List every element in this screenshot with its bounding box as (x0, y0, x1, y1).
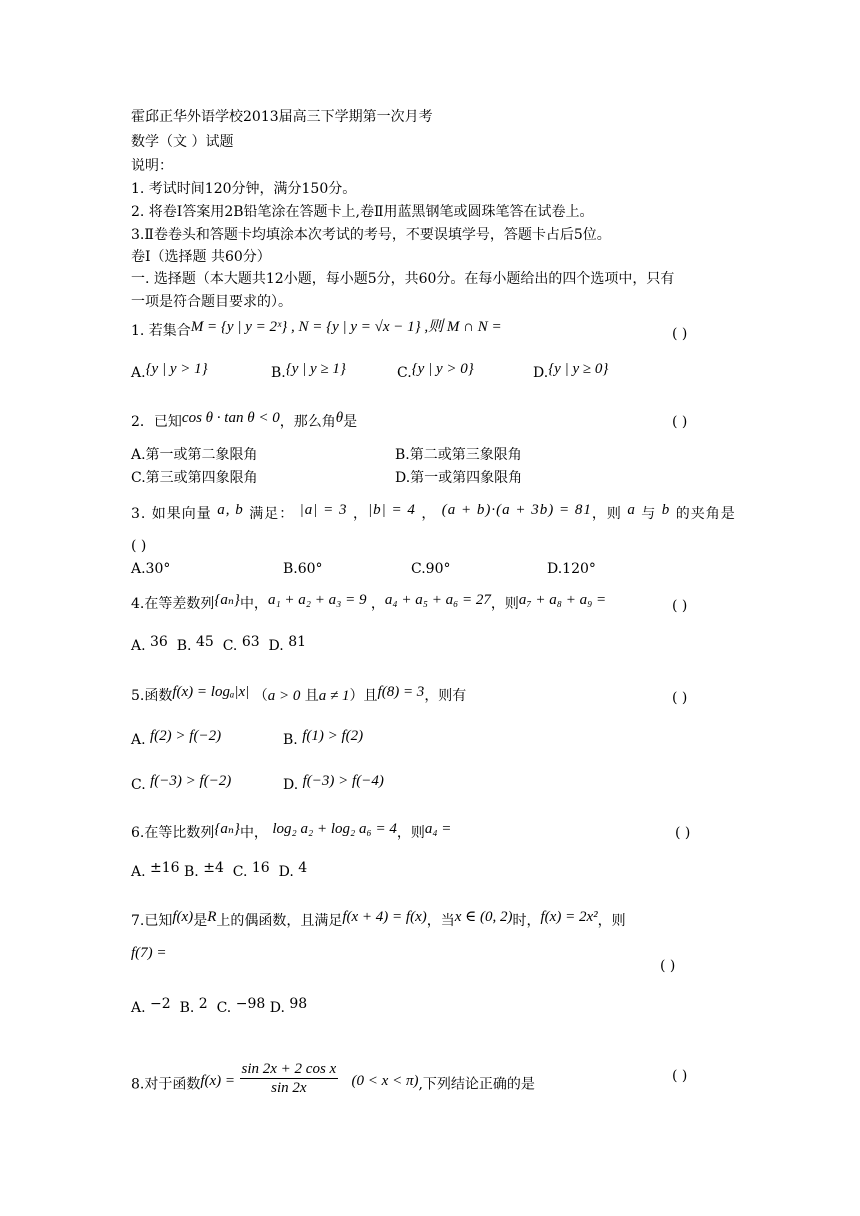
school-title: 霍邱正华外语学校2013届高三下学期第一次月考 (131, 109, 433, 125)
subject-title: 数学（文 ）试题 (131, 134, 234, 150)
question-7-line1: 7.已知f(x)是R上的偶函数，且满足f(x + 4) = f(x)，当x ∈ (0, 2)时，f(x) = 2x²，则 (131, 909, 626, 929)
q3-answer-paren: ( ) (131, 538, 147, 554)
q3-option-d: D.120° (547, 561, 596, 577)
q6-answer-paren: ( ) (675, 825, 691, 841)
q8-answer-paren: ( ) (672, 1068, 688, 1084)
q5-option-c: C. f(−3) > f(−2) (131, 773, 232, 793)
q3-vectors: a, b (217, 502, 244, 518)
q1-prefix: 1. 若集合 (131, 323, 191, 339)
part-title: 卷Ⅰ（选择题 共60分） (131, 249, 271, 265)
q7-options: A. −2 B. 2 C. −98 D. 98 (131, 996, 308, 1016)
q5-option-a: A. f(2) > f(−2) (131, 728, 222, 748)
q3-option-b: B.60° (283, 561, 323, 577)
question-5: 5.函数f(x) = logₐ|x| （a > 0 且a ≠ 1）且f(8) = 3，则有 (131, 684, 467, 704)
q2-answer-paren: ( ) (672, 414, 688, 430)
q1-option-c: C.{y | y > 0} (397, 361, 474, 381)
section-instructions-line1: 一. 选择题（本大题共12小题，每小题5分，共60分。在每小题给出的四个选项中，只有 (131, 271, 675, 287)
question-3: 3. 如果向量 a, b 满足： |a| = 3 ，|b| = 4 ， (a + b)·(a + 3b) = 81，则 a 与 b 的夹角是 (131, 502, 736, 522)
q4-options: A. 36 B. 45 C. 63 D. 81 (131, 634, 307, 654)
q1-option-d: D.{y | y ≥ 0} (533, 361, 609, 381)
question-1 (131, 319, 502, 340)
q5-option-b: B. f(1) > f(2) (283, 728, 364, 748)
q6-options: A. ±16 B. ±4 C. 16 D. 4 (131, 860, 308, 880)
q2-option-b: B.第二或第三象限角 (395, 447, 522, 463)
question-2: 2．已知cos θ · tan θ < 0，那么角θ是 (131, 410, 358, 430)
question-8: 8.对于函数f(x) = $\frac{\text{sin 2x + 2 cos x}}{\sin 2x}$ (0 < x < π),下列结论正确的是 (131, 1061, 535, 1096)
q2-option-a: A.第一或第二象限角 (131, 447, 258, 463)
note-2: 2. 将卷Ⅰ答案用2B铅笔涂在答题卡上,卷Ⅱ用蓝黑钢笔或圆珠笔答在试卷上。 (131, 204, 594, 220)
note-1: 1. 考试时间120分钟，满分150分。 (131, 181, 357, 197)
q7-answer-paren: ( ) (660, 958, 676, 974)
notes-heading: 说明： (131, 158, 173, 174)
section-instructions-line2: 一项是符合题目要求的）。 (131, 294, 292, 310)
q1-option-b: B.{y | y ≥ 1} (271, 361, 346, 381)
q8-fraction: $\frac{\text{sin 2x + 2 cos x}}{\sin 2x}$ (241, 1061, 337, 1096)
question-4: 4.在等差数列{aₙ}中，a₁ + a₂ + a₃ = 9 ，a₄ + a₅ + a₆ = 27，则a₇ + a₈ + a₉ = (131, 592, 607, 612)
q3-option-a: A.30° (131, 561, 171, 577)
q5-answer-paren: ( ) (672, 690, 688, 706)
q4-answer-paren: ( ) (672, 598, 688, 614)
q2-expression: cos θ · tan θ < 0 (181, 410, 280, 426)
q1-answer-paren: ( ) (672, 326, 688, 342)
q2-option-d: D.第一或第四象限角 (395, 470, 523, 486)
q5-option-d: D. f(−3) > f(−4) (283, 773, 384, 793)
q2-option-c: C.第三或第四象限角 (131, 470, 258, 486)
note-3: 3.Ⅱ卷卷头和答题卡均填涂本次考试的考号，不要误填学号，答题卡占后5位。 (131, 227, 611, 243)
q3-option-c: C.90° (411, 561, 451, 577)
question-7-line2: f(7) = (131, 945, 167, 961)
question-6: 6.在等比数列{aₙ}中， log₂ a₂ + log₂ a₆ = 4，则a₄ = (131, 821, 452, 841)
q1-expression: M = {y | y = 2ˣ} , N = {y | y = √x − 1} ,则 M ∩ N = (190, 319, 502, 335)
q1-option-a: A.{y | y > 1} (131, 361, 208, 381)
